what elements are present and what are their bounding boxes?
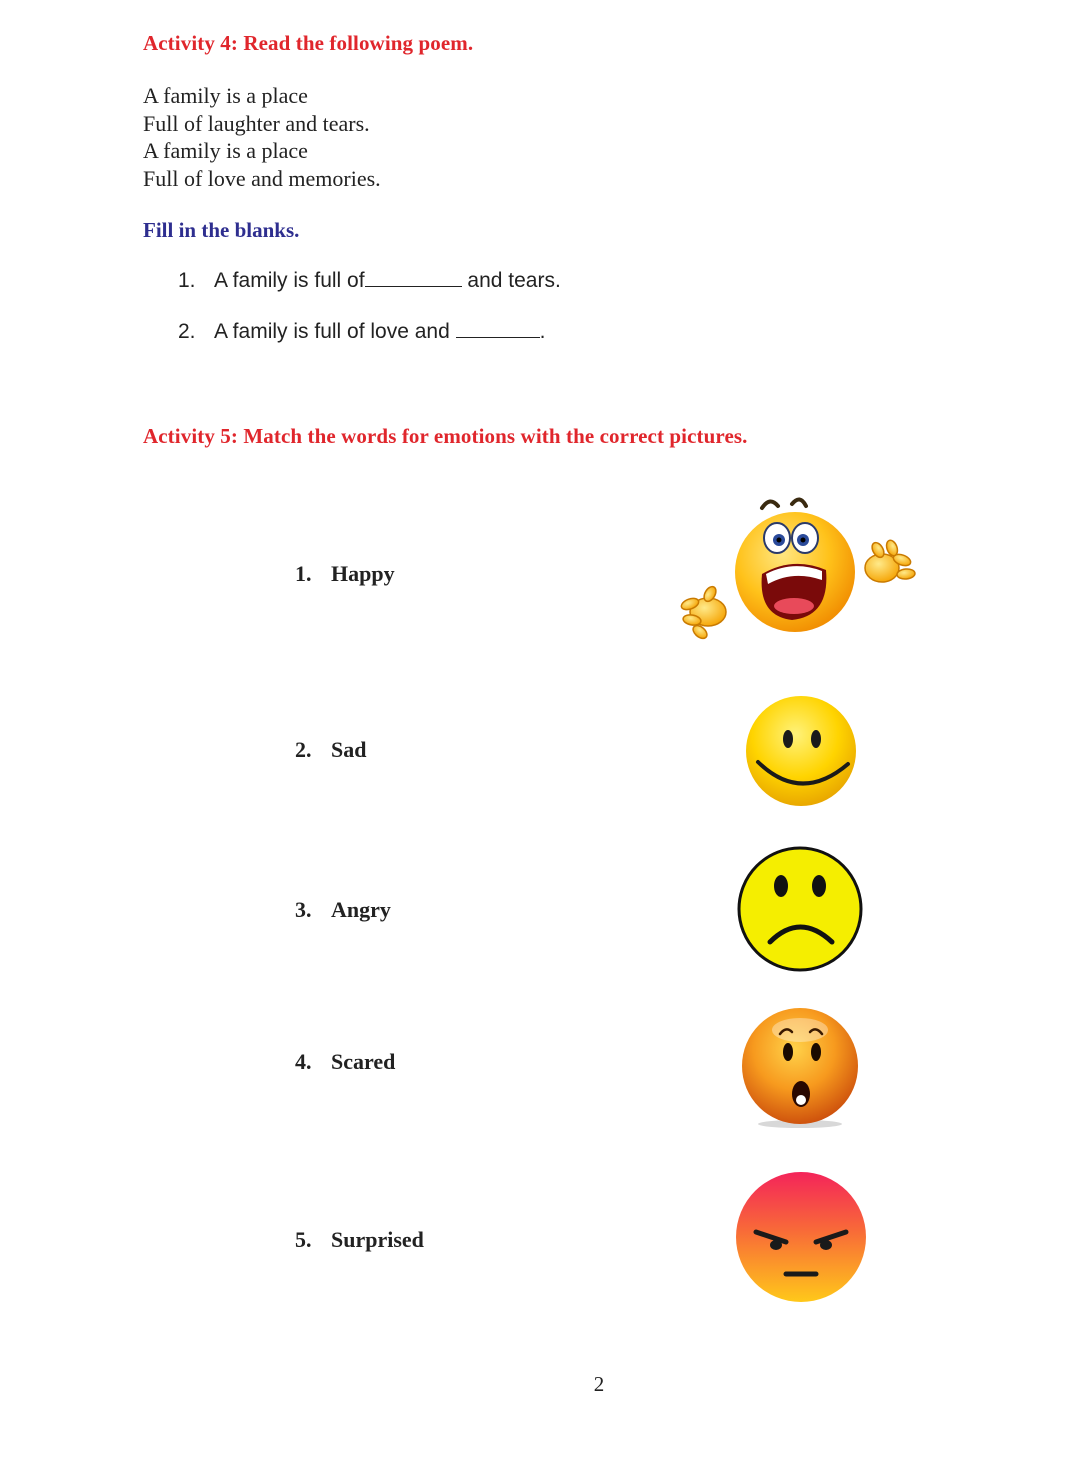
emotion-word-sad[interactable] <box>295 737 366 763</box>
fill-blanks-heading: Fill in the blanks. <box>143 218 300 242</box>
surprised-emoji-icon[interactable] <box>740 1008 860 1128</box>
emotion-word-angry[interactable] <box>295 897 391 923</box>
item-number: 4. <box>295 1049 312 1074</box>
emotion-word-scared[interactable] <box>295 1049 395 1075</box>
poem-line: A family is a place <box>143 83 308 108</box>
item-number: 2. <box>295 737 312 762</box>
activity-5-heading: Activity 5: Match the words for emotions with the correct pictures. <box>143 424 748 448</box>
scared-emoji-icon[interactable] <box>680 494 925 644</box>
sad-emoji-icon[interactable] <box>736 846 864 972</box>
item-number: 1. <box>295 561 312 586</box>
question-number: 2. <box>178 320 196 343</box>
question-text: and tears. <box>461 269 561 292</box>
poem-line: A family is a place <box>143 138 308 163</box>
answer-blank[interactable] <box>456 320 540 338</box>
page-number: 2 <box>593 1372 605 1396</box>
emotion-word-surprised[interactable] <box>295 1227 424 1253</box>
question-text: A family is full of <box>214 269 365 292</box>
item-number: 3. <box>295 897 312 922</box>
emotion-label: Happy <box>331 561 395 586</box>
question-text: . <box>539 320 546 343</box>
question-number: 1. <box>178 269 196 292</box>
poem-line: Full of love and memories. <box>143 166 381 191</box>
activity-4-heading: Activity 4: Read the following poem. <box>143 31 474 55</box>
poem-line: Full of laughter and tears. <box>143 111 370 136</box>
item-number: 5. <box>295 1227 312 1252</box>
blank-question-1 <box>178 269 561 293</box>
emotion-label: Scared <box>331 1049 396 1074</box>
emotion-label: Surprised <box>331 1227 424 1252</box>
blank-question-2 <box>178 320 545 344</box>
emotion-label: Sad <box>331 737 367 762</box>
question-text: A family is full of love and <box>214 320 456 343</box>
answer-blank[interactable] <box>365 269 462 287</box>
happy-emoji-icon[interactable] <box>744 694 859 809</box>
emotion-label: Angry <box>331 897 391 922</box>
angry-emoji-icon[interactable] <box>734 1170 868 1304</box>
emotion-word-happy[interactable] <box>295 561 395 587</box>
